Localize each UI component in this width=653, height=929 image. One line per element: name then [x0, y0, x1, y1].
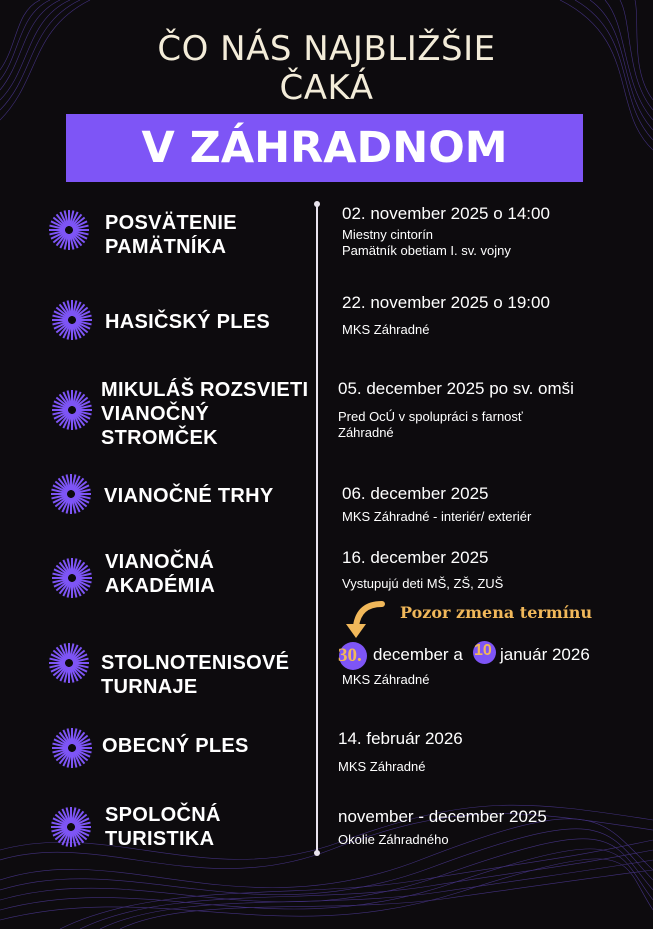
event-title: POSVÄTENIE PAMÄTNÍKA [105, 212, 237, 258]
event-date: 02. november 2025 o 14:00 [342, 204, 550, 223]
event-title: OBECNÝ PLES [102, 735, 249, 757]
event-place: MKS Záhradné [338, 759, 426, 774]
date-end-highlight: 10 [474, 642, 492, 659]
timeline-start-dot [314, 201, 320, 207]
event-place: MKS Záhradné [342, 322, 430, 337]
starburst-icon [50, 298, 94, 342]
curved-arrow-icon [338, 598, 388, 642]
starburst-icon [50, 726, 94, 770]
event-date: 16. december 2025 [342, 548, 489, 567]
event-date: 05. december 2025 po sv. omši [338, 379, 574, 398]
title-line-1: ČO NÁS NAJBLIŽŠIE [157, 29, 496, 69]
starburst-icon [49, 805, 93, 849]
event-date-middle: december a [373, 645, 463, 664]
timeline-line [316, 204, 318, 854]
starburst-icon [49, 472, 93, 516]
event-date-end: január 2026 [500, 645, 590, 664]
event-title: VIANOČNÁ AKADÉMIA [105, 551, 216, 597]
event-place: Vystupujú deti MŠ, ZŠ, ZUŠ [342, 576, 504, 591]
event-date: 22. november 2025 o 19:00 [342, 293, 550, 312]
starburst-icon [50, 388, 94, 432]
event-title: SPOLOČNÁ TURISTIKA [105, 804, 221, 850]
event-date: 06. december 2025 [342, 484, 489, 503]
event-title: MIKULÁŠ ROZSVIETI VIANOČNÝ STROMČEK [101, 379, 309, 449]
banner-text: V ZÁHRADNOM [141, 123, 508, 173]
starburst-icon [50, 556, 94, 600]
timeline-end-dot [314, 850, 320, 856]
event-title: STOLNOTENISOVÉ TURNAJE [101, 652, 290, 698]
location-banner [66, 114, 583, 182]
event-date: 14. február 2026 [338, 729, 463, 748]
event-place: Miestny cintorín Pamätník obetiam I. sv. vojny [342, 227, 511, 258]
date-start-highlight: 30. [338, 645, 362, 666]
event-title: VIANOČNÉ TRHY [104, 485, 274, 507]
event-date: november - december 2025 [338, 807, 547, 826]
event-place: MKS Záhradné - interiér/ exteriér [342, 509, 532, 524]
starburst-icon [47, 641, 91, 685]
starburst-icon [47, 208, 91, 252]
change-notice: Pozor zmena termínu [400, 603, 593, 622]
title-line-2: ČAKÁ [279, 68, 374, 108]
event-title: HASIČSKÝ PLES [105, 311, 271, 333]
event-place: Pred OcÚ v spolupráci s farnosť Záhradné [338, 409, 523, 440]
event-place: MKS Záhradné [342, 672, 430, 687]
event-place: Okolie Záhradného [338, 832, 449, 847]
